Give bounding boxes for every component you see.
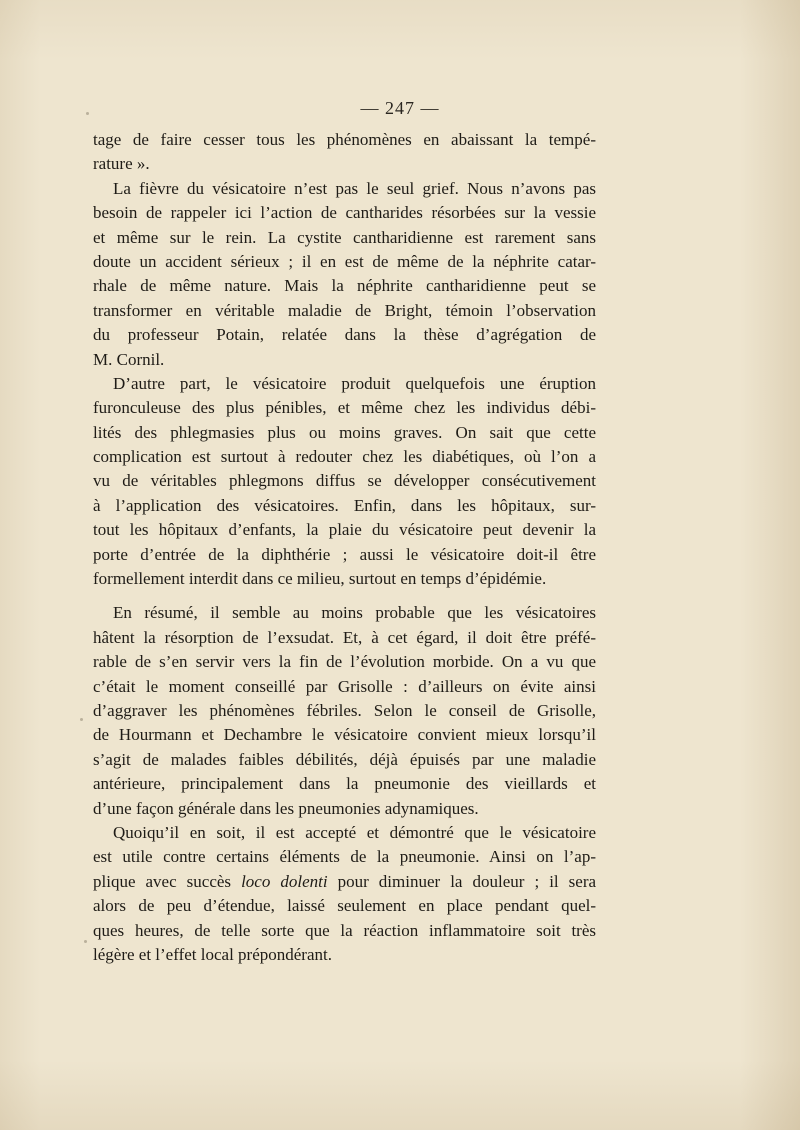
text-line: D’autre part, le vésicatoire produit quelquefois une éruption: [113, 373, 596, 393]
paper-speck: [84, 940, 87, 943]
paragraph: [93, 372, 596, 592]
paper-speck: [80, 718, 83, 721]
text-line: d’une façon générale dans les pneumonies adynamiques.: [93, 798, 479, 818]
text-line: hâtent la résorption de l’exsudat. Et, à cet égard, il doit être préfé-: [93, 627, 596, 647]
text-line-mixed: [93, 870, 596, 894]
text-line: porte d’entrée de la diphthérie ; aussi le vésicatoire doit-il être: [93, 544, 596, 564]
text-line: rable de s’en servir vers la fin de l’évolution morbide. On a vu que: [93, 652, 596, 672]
text-line: du professeur Potain, relatée dans la thèse d’agrégation de: [93, 325, 596, 345]
text-line: furonculeuse des plus pénibles, et même chez les individus débi-: [93, 398, 596, 418]
page-number: — 247 —: [360, 98, 440, 118]
text-line: de Hourmann et Dechambre le vésicatoire convient mieux lorsqu’il: [93, 725, 596, 745]
text-line: La fièvre du vésicatoire n’est pas le seul grief. Nous n’avons pas: [113, 178, 596, 198]
text-line: et même sur le rein. La cystite cantharidienne est rarement sans: [93, 227, 596, 247]
text-line: complication est surtout à redouter chez les diabétiques, où l’on a: [93, 447, 596, 467]
text-line: alors de peu d’étendue, laissé seulement en place pendant quel-: [93, 896, 596, 916]
text-line: En résumé, il semble au moins probable que les vésicatoires: [113, 603, 596, 623]
text-segment: pour diminuer la douleur ; il sera: [337, 871, 597, 891]
text-line: légère et l’effet local prépondérant.: [93, 944, 332, 964]
text-line: doute un accident sérieux ; il en est de même de la néphrite catar-: [93, 251, 596, 271]
text-line: tage de faire cesser tous les phénomènes en abaissant la tempé-: [93, 130, 596, 149]
text-line: M. Cornil.: [93, 349, 165, 369]
body-text: [93, 128, 596, 967]
paragraph-gap: [93, 591, 596, 601]
text-line: rhale de même nature. Mais la néphrite cantharidienne peut se: [93, 276, 596, 296]
text-line: antérieure, principalement dans la pneumonie des vieillards et: [93, 774, 596, 794]
text-line: d’aggraver les phénomènes fébriles. Selon le conseil de Grisolle,: [93, 700, 596, 720]
paragraph: [93, 128, 596, 177]
text-line: s’agit de malades faibles débilités, déjà épuisés par une maladie: [93, 749, 596, 769]
text-line: transformer en véritable maladie de Bright, témoin l’observation: [93, 300, 596, 320]
paragraph: [93, 177, 596, 372]
text-segment: plique avec succès: [93, 871, 232, 891]
text-line: à l’application des vésicatoires. Enfin, dans les hôpitaux, sur-: [93, 495, 596, 515]
paragraph: [93, 601, 596, 821]
text-line: rature ».: [93, 154, 150, 174]
text-line: formellement interdit dans ce milieu, surtout en temps d’épidémie.: [93, 569, 547, 589]
text-line: tout les hôpitaux d’enfants, la plaie du vésicatoire peut devenir la: [93, 520, 596, 540]
text-line: c’était le moment conseillé par Grisolle : d’ailleurs on évite ainsi: [93, 676, 596, 696]
text-line: ques heures, de telle sorte que la réaction inflammatoire soit très: [93, 920, 596, 940]
text-line: lités des phlegmasies plus ou moins graves. On sait que cette: [93, 422, 596, 442]
italic-phrase: loco dolenti: [241, 871, 328, 891]
text-line: est utile contre certains éléments de la pneumonie. Ainsi on l’ap-: [93, 847, 596, 867]
text-line: vu de véritables phlegmons diffus se développer consécutivement: [93, 471, 596, 491]
text-line: Quoiqu’il en soit, il est accepté et démontré que le vésicatoire: [113, 822, 596, 842]
text-line: besoin de rappeler ici l’action de cantharides résorbées sur la vessie: [93, 203, 596, 223]
paragraph: [93, 821, 596, 967]
